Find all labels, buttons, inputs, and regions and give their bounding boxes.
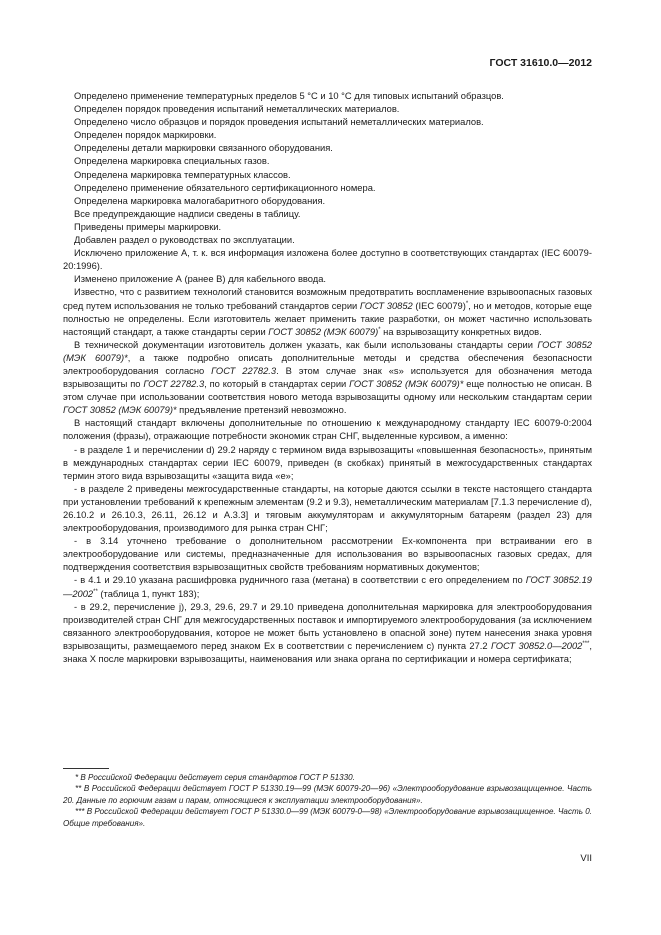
list-item: Определено число образцов и порядок проведения испытаний неметаллических материалов. [74,117,484,128]
bullet-item: - в 3.14 уточнено требование о дополнительном рассмотрении Ex-компонента при встраивании его в электрооборудование или системы, предназначенные для использования во взрывоопасных газовых средах, для подтверждения соответствия взрывозащитных свойств требованиям нормативных документов; [63,536,592,573]
list-item: Изменено приложение А (ранее В) для кабельного ввода. [74,274,327,285]
page-number: VII [580,853,592,864]
list-item: Определен порядок проведения испытаний неметаллических материалов. [74,104,400,115]
list-item: Определено применение температурных пределов 5 °С и 10 °С для типовых испытаний образцов. [74,91,504,101]
page-header-standard: ГОСТ 31610.0—2012 [489,57,592,69]
list-item: Определено применение обязательного сертификационного номера. [74,182,376,193]
list-item: Все предупреждающие надписи сведены в таблицу. [74,208,301,219]
list-item: Определена маркировка специальных газов. [74,156,270,167]
bullet-item: - в 4.1 и 29.10 указана расшифровка рудничного газа (метана) в соответствии с его определением по ГОСТ 30852.19—2002** (таблица 1, пункт 183); [63,575,592,599]
paragraph-new-methods: Известно, что с развитием технологий становится возможным предотвратить воспламенение взрывоопасных газовых сред путем использования не только требований стандартов серии ГОСТ 30852 (IEC 60079)*, но и методов, которые еще полностью не определены. Если изготовитель желает применить такие разработки, он может частично использовать настоящий стандарт, а также стандарты серии ГОСТ 30852 (МЭК 60079)* на взрывозащиту конкретных видов. [63,287,592,337]
footnote: ** В Российской Федерации действует ГОСТ Р 51330.19—99 (МЭК 60079-20—96) «Электрооборудование взрывозащищенное. Часть 20. Данные по горючим газам и парам, относящиеся к эксплуатации электрооборудования». [63,784,592,805]
bullet-item: - в разделе 1 и перечислении d) 29.2 наряду с термином вида взрывозащиты «повышенная безопасность», принятым в международных стандартах серии IEC 60079, приведен (в скобках) принятый в межгосударственных стандартах термин этого вида взрывозащиты «защита вида «е»; [63,444,592,481]
footnote: *** В Российской Федерации действует ГОСТ Р 51330.0—99 (МЭК 60079-0—98) «Электрооборудование взрывозащищенное. Часть 0. Общие требования». [63,807,592,828]
paragraph-technical-documentation: В технической документации изготовитель должен указать, как были использованы стандарты серии ГОСТ 30852 (МЭК 60079)*, а также подробно описать дополнительные методы и средства обеспечения безопасности электрооборудования согласно ГОСТ 22782.3. В этом случае знак «s» используется для обозначения метода взрывозащиты по ГОСТ 22782.3, по который в стандартах серии ГОСТ 30852 (МЭК 60079)* еще полностью не описан. В этом случае при использовании соответствия нового метода взрывозащиты одному или нескольким стандартам серии ГОСТ 30852 (МЭК 60079)* предъявление претензий невозможно. [63,339,593,416]
bullet-item: - в 29.2, перечисление j), 29.3, 29.6, 29.7 и 29.10 приведена дополнительная маркировка для электрооборудования производителей стран СНГ для межгосударственных поставок и импортируемого электрооборудования (за исключением связанного электрооборудования, которое не может быть установлено в опасной зоне) путем нанесения знака уровня взрывозащиты, размещаемого перед знаком Ex в соответствии с перечислением с) пункта 27.2 ГОСТ 30852.0—2002***, знака X после маркировки взрывозащиты, наименования или знака органа по сертификации и номера сертификата; [63,601,592,665]
footnote-separator [63,768,109,769]
footnote: * В Российской Федерации действует серия стандартов ГОСТ Р 51330. [75,773,355,782]
list-item: Определены детали маркировки связанного оборудования. [74,143,333,154]
paragraph-additional-provisions: В настоящий стандарт включены дополнительные по отношению к международному стандарту IEC 60079-0:2004 положения (фразы), отражающие потребности экономик стран СНГ, выделенные курсивом, а именно: [63,418,592,442]
list-item: Приведены примеры маркировки. [74,221,222,232]
list-item: Определена маркировка температурных классов. [74,169,291,180]
list-item: Добавлен раздел о руководствах по эксплуатации. [74,235,295,246]
list-item: Исключено приложение А, т. к. вся информация изложена более доступно в соответствующих стандартах (IEC 60079-20:1996). [63,248,592,272]
list-item: Определен порядок маркировки. [74,130,217,141]
footnotes [63,772,592,829]
bullet-item: - в разделе 2 приведены межгосударственные стандарты, на которые даются ссылки в тексте настоящего стандарта при установлении требований к крепежным элементам (9.2 и 9.3), неметаллическим материалам [7.1.3 перечисление d), 26.10.2 и 26.10.3, 26.11, 26.12 и А.3.3] и тяговым аккумуляторам и аккумуляторным батареям (раздел 23) для электрооборудования, производимого для рынка стран СНГ; [63,483,592,534]
list-item: Определена маркировка малогабаритного оборудования. [74,195,326,206]
document-body [63,90,592,666]
